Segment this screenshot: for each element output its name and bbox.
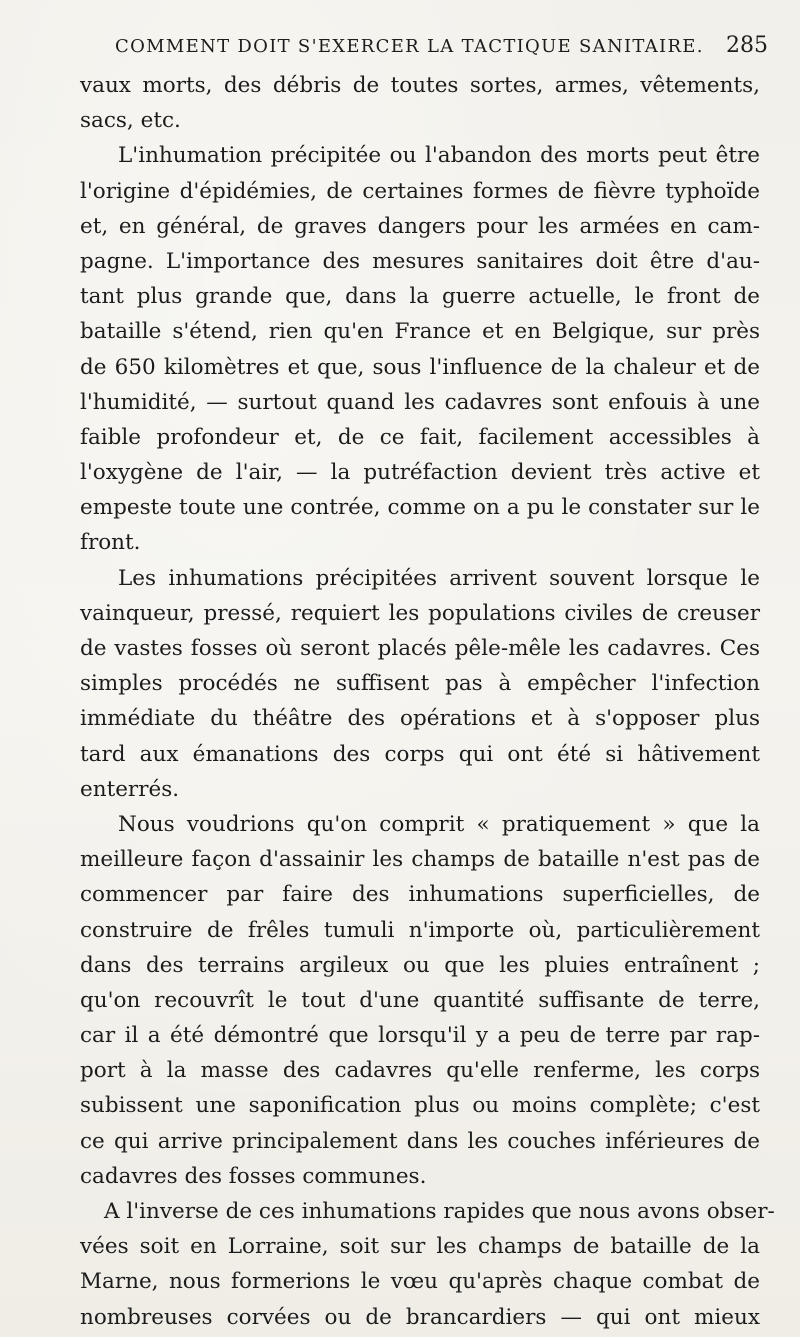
text-line: subissent une saponification plus ou moins complète; c'est	[80, 1093, 760, 1119]
text-line: l'origine d'épidémies, de certaines formes de fièvre typhoïde	[80, 178, 760, 204]
text-line: Marne, nous formerions le vœu qu'après chaque combat de	[80, 1269, 760, 1295]
text-line: de 650 kilomètres et que, sous l'influence de la chaleur et de	[80, 354, 760, 380]
text-line: car il a été démontré que lorsqu'il y a peu de terre par rap-	[80, 1023, 760, 1049]
text-line: tard aux émanations des corps qui ont été si hâtivement	[80, 741, 760, 767]
text-line: cadavres des fosses communes.	[80, 1163, 427, 1189]
running-title: COMMENT DOIT S'EXERCER LA TACTIQUE SANITAIRE.	[115, 36, 704, 57]
paragraph-start-line: A l'inverse de ces inhumations rapides que nous avons obser-	[104, 1199, 775, 1224]
page-number: 285	[726, 33, 768, 58]
paragraph-start-line: Les inhumations précipitées arrivent souvent lorsque le	[118, 565, 760, 591]
text-line: l'humidité, — surtout quand les cadavres sont enfouis à une	[80, 389, 760, 415]
text-line: meilleure façon d'assainir les champs de bataille n'est pas de	[80, 847, 760, 873]
text-line: sacs, etc.	[80, 108, 181, 134]
text-line: pagne. L'importance des mesures sanitaires doit être d'au-	[80, 248, 760, 274]
paragraph-start-line: L'inhumation précipitée ou l'abandon des morts peut être	[118, 143, 760, 169]
text-line: simples procédés ne suffisent pas à empêcher l'infection	[80, 671, 760, 697]
text-line: l'oxygène de l'air, — la putréfaction devient très active et	[80, 460, 760, 486]
text-line: et, en général, de graves dangers pour les armées en cam-	[80, 213, 760, 239]
page-header	[115, 33, 770, 63]
text-line: immédiate du théâtre des opérations et à s'opposer plus	[80, 706, 760, 732]
text-line: nombreuses corvées ou de brancardiers — qui ont mieux	[80, 1304, 760, 1330]
text-line: faible profondeur et, de ce fait, facilement accessibles à	[80, 424, 760, 450]
body-text	[80, 68, 775, 1335]
text-line: ce qui arrive principalement dans les couches inférieures de	[80, 1128, 760, 1154]
text-line: vaux morts, des débris de toutes sortes, armes, vêtements,	[80, 73, 760, 98]
text-line: construire de frêles tumuli n'importe où, particulièrement	[80, 917, 760, 943]
text-line: commencer par faire des inhumations superficielles, de	[80, 882, 760, 908]
paragraph-start-line: Nous voudrions qu'on comprit « pratiquement » que la	[118, 811, 760, 837]
text-line: empeste toute une contrée, comme on a pu le constater sur le	[80, 495, 760, 521]
text-line: tant plus grande que, dans la guerre actuelle, le front de	[80, 284, 760, 310]
text-line: de vastes fosses où seront placés pêle-mêle les cadavres. Ces	[80, 636, 760, 661]
text-line: port à la masse des cadavres qu'elle renferme, les corps	[80, 1058, 760, 1084]
text-line: vées soit en Lorraine, soit sur les champs de bataille de la	[80, 1234, 760, 1260]
text-line: dans des terrains argileux ou que les pluies entraînent ;	[80, 952, 760, 978]
text-line: bataille s'étend, rien qu'en France et en Belgique, sur près	[80, 319, 760, 345]
text-line: qu'on recouvrît le tout d'une quantité suffisante de terre,	[80, 987, 760, 1013]
text-line: enterrés.	[80, 776, 180, 802]
text-line: front.	[80, 530, 141, 556]
text-line: vainqueur, pressé, requiert les populations civiles de creuser	[80, 600, 760, 626]
